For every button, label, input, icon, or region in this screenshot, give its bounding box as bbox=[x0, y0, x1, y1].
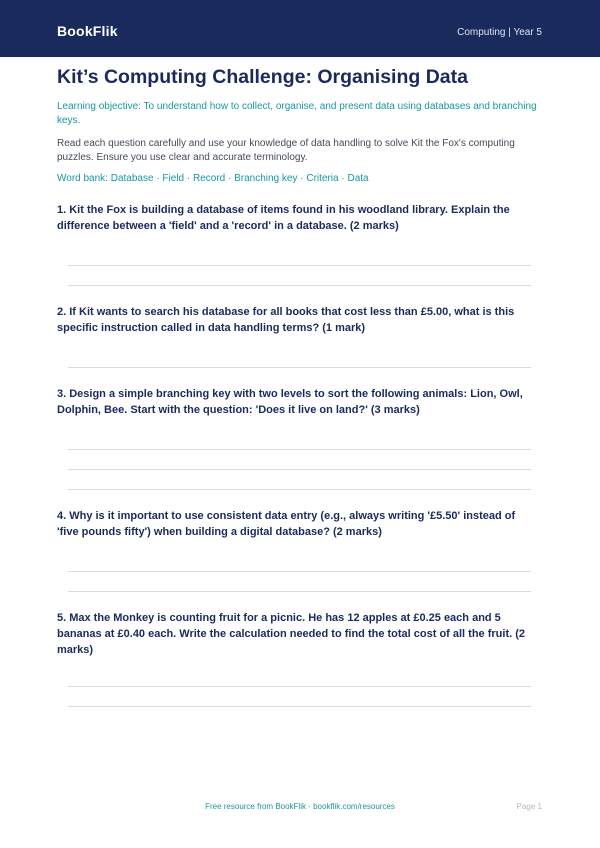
answer-line[interactable] bbox=[68, 489, 531, 490]
footer-credit[interactable]: Free resource from BookFlik · bookflik.com/resources bbox=[205, 802, 395, 811]
subject-year-label: Computing | Year 5 bbox=[457, 27, 542, 38]
instructions-text: Read each question carefully and use your knowledge of data handling to solve Kit the Fox's computing puzzles. Ensure you use clear and accurate terminology. bbox=[57, 138, 515, 163]
answer-line[interactable] bbox=[68, 265, 531, 266]
answer-line[interactable] bbox=[68, 591, 531, 592]
answer-line[interactable] bbox=[68, 449, 531, 450]
answer-line[interactable] bbox=[68, 367, 531, 368]
question-1: 1. Kit the Fox is building a database of items found in his woodland library. Explain the difference between a 'field' and a 'record' in a database. (2 marks) bbox=[57, 204, 510, 232]
word-bank: Word bank: Database · Field · Record · Branching key · Criteria · Data bbox=[57, 173, 369, 184]
brand-logo-text[interactable]: BookFlik bbox=[57, 23, 118, 39]
answer-line[interactable] bbox=[68, 706, 531, 707]
page-title: Kit’s Computing Challenge: Organising Data bbox=[57, 66, 468, 88]
learning-objective: Learning objective: To understand how to collect, organise, and present data using databases and branching keys. bbox=[57, 101, 537, 126]
question-4: 4. Why is it important to use consistent data entry (e.g., always writing '£5.50' instead of 'five pounds fifty') when building a digital database? (2 marks) bbox=[57, 510, 516, 538]
header-bar bbox=[0, 0, 600, 57]
answer-line[interactable] bbox=[68, 686, 531, 687]
answer-line[interactable] bbox=[68, 571, 531, 572]
question-3: 3. Design a simple branching key with two levels to sort the following animals: Lion, Owl, Dolphin, Bee. Start with the question: 'Does it live on land?' (3 marks) bbox=[57, 388, 523, 416]
page-number: Page 1 bbox=[516, 802, 542, 811]
question-5: 5. Max the Monkey is counting fruit for a picnic. He has 12 apples at £0.25 each and 5 bananas at £0.40 each. Write the calculation needed to find the total cost of all the fruit. (2 marks) bbox=[57, 612, 525, 656]
answer-line[interactable] bbox=[68, 469, 531, 470]
question-2: 2. If Kit wants to search his database for all books that cost less than £5.00, what is this specific instruction called in data handling terms? (1 mark) bbox=[57, 306, 515, 334]
answer-line[interactable] bbox=[68, 285, 531, 286]
